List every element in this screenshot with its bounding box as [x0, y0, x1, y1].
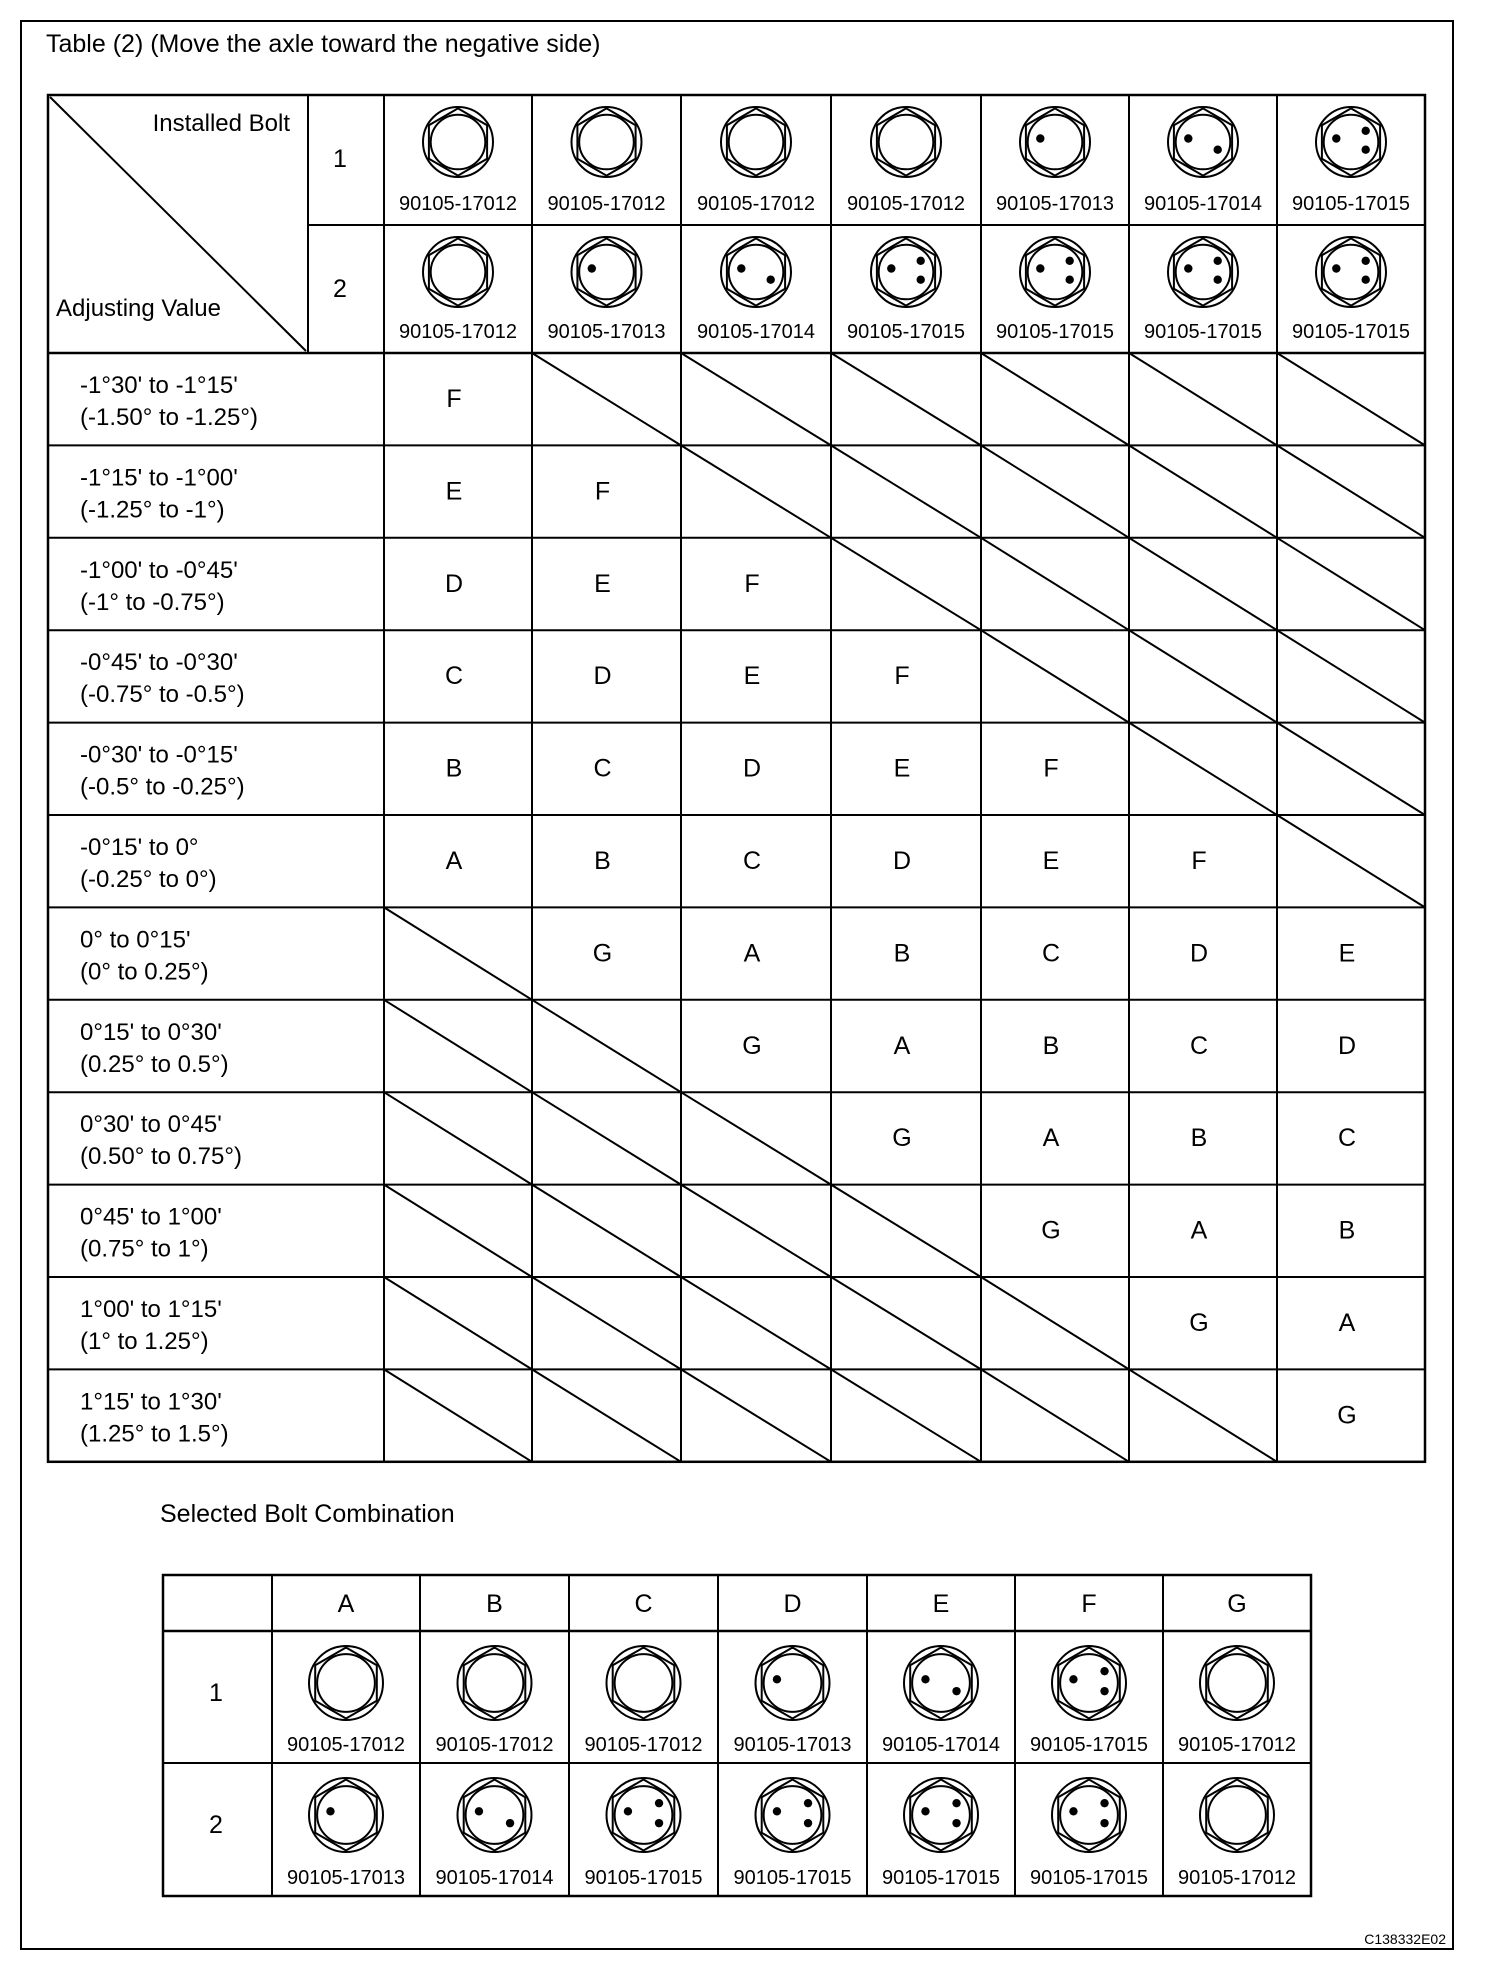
- adjusting-range-decimal: (1° to 1.25°): [80, 1328, 209, 1355]
- combination-letter: A: [1190, 1216, 1208, 1245]
- bolt-icon: [756, 1778, 830, 1852]
- combination-letter: G: [592, 939, 613, 968]
- combination-letter: E: [445, 477, 463, 506]
- combination-letter: A: [1338, 1309, 1356, 1337]
- bolt-icon: [607, 1778, 681, 1852]
- adjusting-range-decimal: (-0.25° to 0°): [80, 866, 217, 893]
- adjusting-range: -0°30' to -0°15': [80, 741, 238, 769]
- bolt-dot: [952, 1819, 960, 1827]
- bolt-icon: [1052, 1778, 1126, 1852]
- bolt-dot: [804, 1819, 812, 1827]
- combination-letter: G: [892, 1124, 912, 1153]
- combination-letter: B: [893, 939, 911, 968]
- bolt-row-label: 1: [209, 1679, 223, 1707]
- bolt-icon: [458, 1646, 532, 1720]
- adjusting-range-decimal: (1.25° to 1.5°): [80, 1420, 229, 1448]
- bolt-icon: [309, 1646, 383, 1720]
- adjusting-value-label: Adjusting Value: [56, 295, 221, 322]
- bolt-dot: [921, 1675, 929, 1683]
- combination-letter: C: [444, 662, 464, 691]
- combination-letter: E: [1042, 847, 1060, 875]
- bolt-part-number: 90105-17015: [847, 321, 965, 343]
- installed-bolt-label: Installed Bolt: [152, 110, 290, 137]
- bolt-part-number: 90105-17012: [584, 1734, 703, 1756]
- bolt-icon: [607, 1646, 681, 1720]
- combination-letter: C: [1337, 1124, 1357, 1153]
- bolt-part-number: 90105-17015: [1292, 193, 1410, 215]
- combination-letter: C: [1041, 939, 1061, 968]
- bolt-part-number: 90105-17014: [435, 1867, 554, 1889]
- combination-letter: B: [1338, 1216, 1356, 1245]
- bolt-dot: [475, 1807, 483, 1815]
- bolt-icon: [1200, 1646, 1274, 1720]
- adjusting-range: 0°45' to 1°00': [80, 1203, 222, 1231]
- bolt-icon: [309, 1778, 383, 1852]
- combination-letter: A: [1042, 1124, 1060, 1153]
- figure-code: C138332E02: [1364, 1931, 1446, 1947]
- combination-column-header: B: [486, 1590, 503, 1618]
- bolt-part-number: 90105-17015: [1144, 321, 1262, 343]
- adjusting-range: 1°15' to 1°30': [80, 1388, 222, 1416]
- combination-letter: B: [1190, 1124, 1208, 1153]
- combination-letter: F: [894, 662, 910, 691]
- bolt-row-label: 2: [209, 1811, 223, 1839]
- bolt-part-number: 90105-17015: [584, 1867, 703, 1889]
- combination-column-header: C: [634, 1590, 653, 1618]
- bolt-part-number: 90105-17012: [399, 193, 517, 215]
- bolt-dot: [1069, 1675, 1077, 1683]
- bolt-dot: [952, 1687, 960, 1695]
- bolt-dot: [773, 1807, 781, 1815]
- combination-letter: C: [742, 847, 762, 875]
- bolt-part-number: 90105-17014: [697, 321, 815, 343]
- selected-combination-title: Selected Bolt Combination: [160, 1500, 455, 1528]
- bolt-part-number: 90105-17013: [733, 1734, 852, 1756]
- bolt-dot: [952, 1799, 960, 1807]
- bolt-part-number: 90105-17012: [547, 193, 666, 215]
- combination-letter: E: [893, 754, 911, 783]
- combination-letter: A: [445, 847, 463, 875]
- combination-letter: B: [1042, 1031, 1060, 1060]
- bolt-dot: [1100, 1799, 1108, 1807]
- bolt-icon: [904, 1646, 978, 1720]
- adjusting-range: 0°15' to 0°30': [80, 1018, 222, 1046]
- combination-letter: B: [445, 754, 463, 783]
- bolt-part-number: 90105-17012: [1178, 1867, 1296, 1889]
- combination-letter: E: [1338, 939, 1356, 968]
- bolt-part-number: 90105-17012: [435, 1734, 554, 1756]
- combination-letter: F: [1191, 847, 1207, 875]
- combination-column-header: A: [337, 1590, 355, 1618]
- combination-letter: A: [893, 1031, 911, 1060]
- bolt-dot: [1100, 1819, 1108, 1827]
- bolt-dot: [326, 1807, 334, 1815]
- bolt-dot: [506, 1819, 514, 1827]
- bolt-icon: [904, 1778, 978, 1852]
- adjusting-range-decimal: (-1.25° to -1°): [80, 496, 225, 524]
- adjusting-range: -0°45' to -0°30': [80, 649, 238, 677]
- bolt-part-number: 90105-17015: [733, 1867, 852, 1889]
- adjusting-range-decimal: (-0.5° to -0.25°): [80, 773, 245, 801]
- combination-letter: F: [594, 477, 611, 506]
- bolt-part-number: 90105-17015: [1030, 1867, 1148, 1889]
- adjusting-range-decimal: (-0.75° to -0.5°): [80, 681, 245, 709]
- bolt-part-number: 90105-17015: [882, 1867, 1000, 1889]
- adjusting-range: -1°00' to -0°45': [80, 556, 238, 584]
- combination-letter: A: [743, 939, 761, 968]
- combination-column-header: F: [1081, 1590, 1097, 1618]
- bolt-part-number: 90105-17013: [547, 321, 666, 343]
- combination-letter: D: [593, 662, 612, 691]
- combination-letter: B: [594, 847, 611, 875]
- combination-letter: F: [1043, 754, 1059, 783]
- bolt-part-number: 90105-17012: [287, 1734, 405, 1756]
- bolt-part-number: 90105-17015: [1030, 1734, 1148, 1756]
- combination-letter: D: [444, 569, 464, 598]
- bolt-dot: [655, 1799, 663, 1807]
- combination-letter: D: [1189, 939, 1209, 968]
- bolt-part-number: 90105-17012: [697, 193, 815, 215]
- bolt-row-label: 2: [333, 275, 347, 303]
- table-title: Table (2) (Move the axle toward the negative side): [46, 30, 601, 58]
- bolt-part-number: 90105-17013: [287, 1867, 405, 1889]
- bolt-icon: [458, 1778, 532, 1852]
- combination-column-header: G: [1227, 1590, 1247, 1618]
- bolt-dot: [921, 1807, 929, 1815]
- combination-letter: G: [1189, 1309, 1209, 1337]
- combination-letter: E: [594, 569, 611, 598]
- bolt-icon: [1052, 1646, 1126, 1720]
- adjusting-range-decimal: (0° to 0.25°): [80, 958, 209, 986]
- bolt-part-number: 90105-17013: [996, 193, 1114, 215]
- combination-letter: G: [1041, 1216, 1061, 1245]
- adjusting-range: -1°30' to -1°15': [80, 372, 238, 399]
- bolt-dot: [1100, 1667, 1108, 1675]
- adjusting-range: 1°00' to 1°15': [80, 1296, 222, 1323]
- adjusting-range-decimal: (0.25° to 0.5°): [80, 1050, 229, 1078]
- bolt-part-number: 90105-17015: [996, 321, 1114, 343]
- bolt-row-label: 1: [333, 145, 347, 173]
- bolt-part-number: 90105-17015: [1292, 321, 1410, 343]
- combination-letter: F: [446, 385, 462, 413]
- adjusting-range-decimal: (-1.50° to -1.25°): [80, 404, 258, 431]
- bolt-dot: [624, 1807, 632, 1815]
- adjusting-range: 0° to 0°15': [80, 926, 191, 954]
- bolt-dot: [804, 1799, 812, 1807]
- combination-letter: D: [892, 847, 912, 875]
- combination-letter: D: [742, 754, 762, 783]
- bolt-dot: [1100, 1687, 1108, 1695]
- adjusting-range: 0°30' to 0°45': [80, 1111, 222, 1139]
- adjusting-range-decimal: (0.50° to 0.75°): [80, 1143, 242, 1171]
- combination-letter: D: [1337, 1031, 1357, 1060]
- bolt-part-number: 90105-17014: [882, 1734, 1000, 1756]
- adjusting-range: -0°15' to 0°: [80, 834, 199, 861]
- combination-column-header: D: [783, 1590, 802, 1618]
- bolt-part-number: 90105-17012: [399, 321, 517, 343]
- bolt-dot: [655, 1819, 663, 1827]
- combination-letter: G: [1337, 1401, 1357, 1430]
- bolt-part-number: 90105-17014: [1144, 193, 1262, 215]
- bolt-dot: [773, 1675, 781, 1683]
- combination-letter: C: [1189, 1031, 1209, 1060]
- bolt-part-number: 90105-17012: [1178, 1734, 1296, 1756]
- adjusting-range-decimal: (-1° to -0.75°): [80, 588, 225, 616]
- combination-letter: E: [743, 662, 761, 691]
- adjusting-range-decimal: (0.75° to 1°): [80, 1235, 209, 1263]
- bolt-icon: [756, 1646, 830, 1720]
- combination-letter: F: [744, 569, 760, 598]
- bolt-part-number: 90105-17012: [847, 193, 965, 215]
- adjusting-range: -1°15' to -1°00': [80, 464, 238, 492]
- combination-column-header: E: [932, 1590, 950, 1618]
- bolt-dot: [1069, 1807, 1077, 1815]
- combination-letter: C: [593, 754, 612, 783]
- combination-letter: G: [742, 1031, 762, 1060]
- bolt-icon: [1200, 1778, 1274, 1852]
